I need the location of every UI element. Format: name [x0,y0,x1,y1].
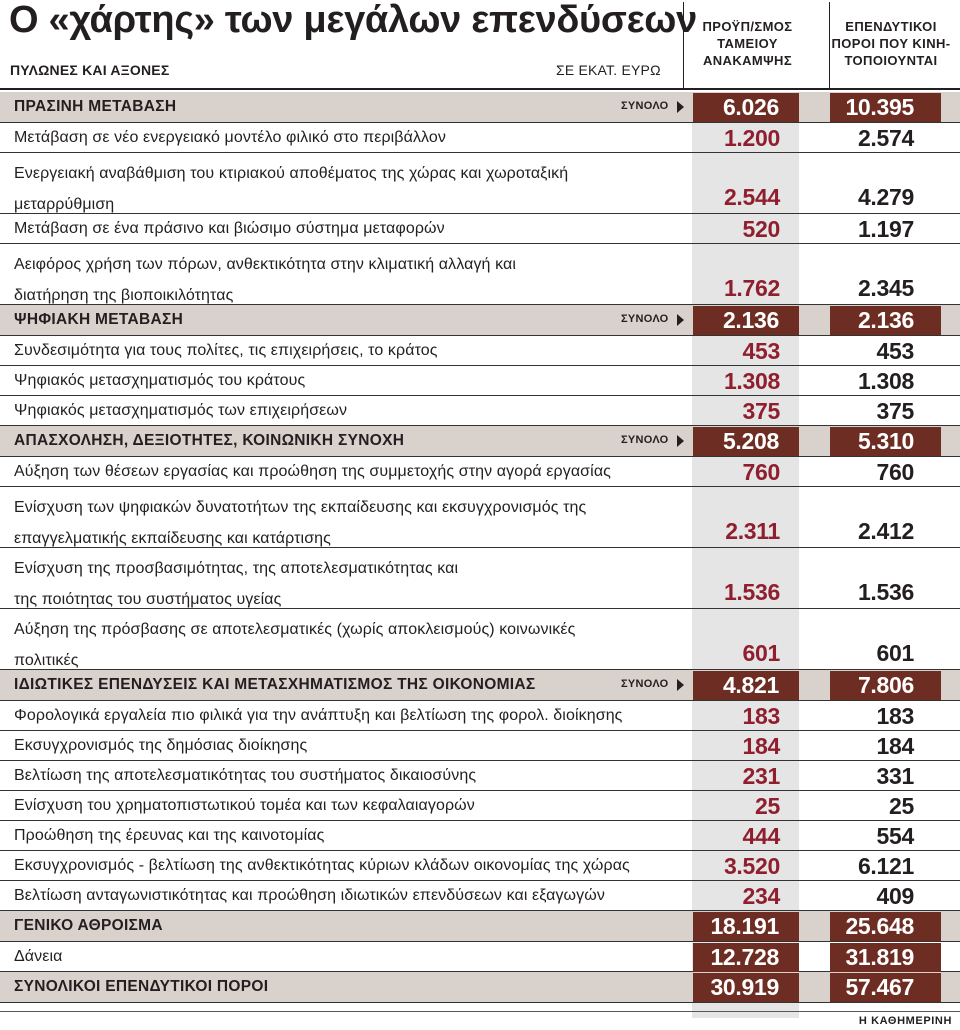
recovery-fund-value: 2.311 [725,518,780,544]
investment-resources-value: 31.819 [845,944,914,970]
recovery-fund-value: 183 [742,703,780,729]
total-arrow-icon [677,314,684,326]
footer-rule [0,1011,960,1012]
section-row [0,426,960,457]
table-row [0,821,960,851]
recovery-fund-value: 1.536 [723,579,780,605]
total-arrow-icon [677,435,684,447]
row-label: ΙΔΙΩΤΙΚΕΣ ΕΠΕΝΔΥΣΕΙΣ ΚΑΙ ΜΕΤΑΣΧΗΜΑΤΙΣΜΟΣ ΤΗΣ ΟΙΚΟΝΟΜΙΑΣ [14,676,536,693]
row-label: Ψηφιακός μετασχηματισμός των επιχειρήσεων [14,402,348,419]
investment-resources-value: 1.197 [857,216,914,242]
investment-resources-value: 601 [876,640,914,666]
table-row [0,761,960,791]
investment-resources-value: 2.412 [857,518,914,544]
row-label: Εκσυγχρονισμός της δημόσιας διοίκησης [14,737,308,754]
investment-resources-value: 1.536 [857,579,914,605]
recovery-fund-value: 234 [742,883,780,909]
section-row [0,972,960,1003]
investment-resources-value: 554 [876,823,914,849]
recovery-fund-value: 453 [742,338,780,364]
column-header-recovery-fund: ΠΡΟΫΠ/ΣΜΟΣ ΤΑΜΕΙΟΥ ΑΝΑΚΑΜΨΗΣ [702,19,793,68]
investment-resources-value: 409 [876,883,914,909]
total-arrow-icon [677,679,684,691]
recovery-fund-value: 375 [742,398,780,424]
row-label: Βελτίωση της αποτελεσματικότητας του συστήματος δικαιοσύνης [14,767,477,784]
investment-resources-value: 183 [876,703,914,729]
subtitle: ΠΥΛΩΝΕΣ ΚΑΙ ΑΞΟΝΕΣ [10,62,170,78]
total-label: ΣΥΝΟΛΟ [621,678,669,690]
investment-resources-value: 7.806 [857,672,914,698]
table-row [0,123,960,153]
investment-resources-value: 2.345 [857,275,914,301]
section-row [0,911,960,942]
table-row [0,487,960,548]
recovery-fund-value: 25 [755,793,780,819]
recovery-fund-value: 1.200 [723,125,780,151]
recovery-fund-value: 1.308 [723,368,780,394]
row-label: Αύξηση της πρόσβασης σε αποτελεσματικές (χωρίς αποκλεισμούς) κοινωνικές πολιτικές [14,621,576,669]
row-label: Αειφόρος χρήση των πόρων, ανθεκτικότητα στην κλιματική αλλαγή και διατήρηση της βιοποικιλότητας [14,256,516,304]
row-label: Ενεργειακή αναβάθμιση του κτιριακού αποθέματος της χώρας και χωροταξική μεταρρύθμιση [14,165,569,213]
table-body [0,92,960,1003]
recovery-fund-value: 12.728 [710,944,779,970]
table-row [0,942,960,972]
table-row [0,153,960,214]
header-rule [0,88,960,90]
recovery-fund-value: 30.919 [710,974,779,1000]
table-row [0,731,960,761]
recovery-fund-value: 231 [742,763,780,789]
recovery-fund-value: 5.208 [722,428,779,454]
row-label: ΓΕΝΙΚΟ ΑΘΡΟΙΣΜΑ [14,917,163,934]
row-label: Προώθηση της έρευνας και της καινοτομίας [14,827,325,844]
total-label: ΣΥΝΟΛΟ [621,434,669,446]
row-label: Ενίσχυση της προσβασιμότητας, της αποτελεσματικότητας και της ποιότητας του συστήματος υγείας [14,560,459,608]
table-row [0,214,960,244]
row-label: ΨΗΦΙΑΚΗ ΜΕΤΑΒΑΣΗ [14,311,184,328]
row-label: Μετάβαση σε νέο ενεργειακό μοντέλο φιλικό στο περιβάλλον [14,129,447,146]
table-row [0,881,960,911]
total-label: ΣΥΝΟΛΟ [621,313,669,325]
row-label: Εκσυγχρονισμός - βελτίωση της ανθεκτικότητας κύριων κλάδων οικονομίας της χώρας [14,857,630,874]
row-label: Φορολογικά εργαλεία πιο φιλικά για την ανάπτυξη και βελτίωση της φορολ. διοίκησης [14,707,623,724]
total-arrow-icon [677,101,684,113]
investment-resources-value: 4.279 [857,184,914,210]
row-label: Αύξηση των θέσεων εργασίας και προώθηση της συμμετοχής στην αγορά εργασίας [14,463,611,480]
row-label: Μετάβαση σε ένα πράσινο και βιώσιμο σύστημα μεταφορών [14,220,445,237]
table-row [0,791,960,821]
row-label: ΠΡΑΣΙΝΗ ΜΕΤΑΒΑΣΗ [14,98,177,115]
investment-resources-value: 25 [889,793,914,819]
investment-resources-value: 453 [876,338,914,364]
row-label: ΣΥΝΟΛΙΚΟΙ ΕΠΕΝΔΥΤΙΚΟΙ ΠΟΡΟΙ [14,978,269,995]
recovery-fund-value: 6.026 [722,94,779,120]
section-row [0,305,960,336]
recovery-fund-value: 520 [742,216,780,242]
investment-resources-value: 6.121 [857,853,914,879]
row-label: Συνδεσιμότητα για τους πολίτες, τις επιχειρήσεις, το κράτος [14,342,438,359]
recovery-fund-value: 1.762 [723,275,780,301]
recovery-fund-value: 3.520 [723,853,780,879]
recovery-fund-value: 444 [742,823,780,849]
investment-resources-value: 760 [876,459,914,485]
table-row [0,609,960,670]
recovery-fund-value: 184 [742,733,780,759]
recovery-fund-value: 18.191 [710,913,779,939]
investment-resources-value: 375 [876,398,914,424]
investment-resources-value: 5.310 [857,428,914,454]
section-row [0,670,960,701]
chart-title: Ο «χάρτης» των μεγάλων επενδύσεων [9,0,697,41]
row-label: Ενίσχυση του χρηματοπιστωτικού τομέα και των κεφαλαιαγορών [14,797,475,814]
recovery-fund-value: 4.821 [722,672,779,698]
units-label: ΣΕ ΕΚΑΤ. ΕΥΡΩ [556,62,661,78]
investment-resources-value: 25.648 [845,913,914,939]
total-label: ΣΥΝΟΛΟ [621,100,669,112]
row-label: Ενίσχυση των ψηφιακών δυνατοτήτων της εκπαίδευσης και εκσυγχρονισμός της επαγγελματικής εκπαίδευσης και κατάρτισης [14,499,587,547]
table-row [0,244,960,305]
recovery-fund-value: 2.544 [723,184,780,210]
investment-resources-value: 10.395 [845,94,914,120]
investment-resources-value: 184 [876,733,914,759]
row-label: Βελτίωση ανταγωνιστικότητας και προώθηση ιδιωτικών επενδύσεων και εξαγωγών [14,887,605,904]
source-credit: Η ΚΑΘΗΜΕΡΙΝΗ [858,1015,952,1027]
recovery-fund-value: 760 [742,459,780,485]
table-row [0,548,960,609]
table-row [0,457,960,487]
investment-resources-value: 331 [876,763,914,789]
row-label: ΑΠΑΣΧΟΛΗΣΗ, ΔΕΞΙΟΤΗΤΕΣ, ΚΟΙΝΩΝΙΚΗ ΣΥΝΟΧΗ [14,432,405,449]
row-label: Ψηφιακός μετασχηματισμός του κράτους [14,372,306,389]
investment-resources-value: 57.467 [845,974,914,1000]
recovery-fund-value: 2.136 [722,307,779,333]
table-row [0,396,960,426]
section-row [0,92,960,123]
column-header-investment-resources: ΕΠΕΝΔΥΤΙΚΟΙ ΠΟΡΟΙ ΠΟΥ ΚΙΝΗ- ΤΟΠΟΙΟΥΝΤΑΙ [831,19,951,68]
table-row [0,366,960,396]
table-row [0,336,960,366]
investment-resources-value: 1.308 [857,368,914,394]
table-row [0,701,960,731]
recovery-fund-value: 601 [742,640,780,666]
row-label: Δάνεια [14,948,63,965]
investment-resources-value: 2.574 [857,125,914,151]
investment-resources-value: 2.136 [857,307,914,333]
table-row [0,851,960,881]
